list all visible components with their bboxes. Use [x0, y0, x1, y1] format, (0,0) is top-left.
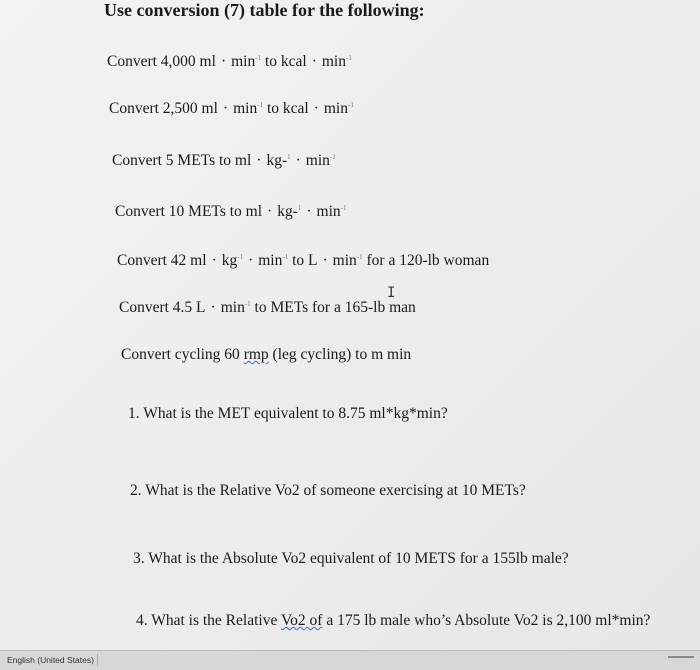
document-title: Use conversion (7) table for the following: [104, 0, 425, 20]
unit-text: min [258, 252, 283, 269]
superscript: -1 [244, 299, 251, 308]
conversion-text: to kcal [266, 100, 309, 117]
unit-text: min [233, 100, 258, 117]
superscript: 1 [297, 203, 302, 212]
conversion-text: to kcal [264, 53, 307, 70]
unit-text: min [321, 53, 346, 70]
conversion-text: for a 120-lb woman [366, 252, 490, 269]
spellcheck-word[interactable]: rmp [243, 346, 269, 363]
superscript: 1 [287, 152, 291, 161]
superscript: -1 [346, 53, 352, 62]
conversion-line-4: Convert 10 METs to ml · $kg-^1 \cdot \min^{-1}$ [115, 203, 347, 220]
unit-text: min [220, 299, 245, 316]
question-text: a 175 lb male who’s Absolute Vo2 is 2,100 ml*min? [326, 612, 651, 629]
conversion-text: Convert 2,500 ml [109, 100, 218, 117]
spellcheck-word[interactable]: Vo2 of [280, 612, 323, 629]
unit-text: min [305, 152, 330, 169]
conversion-text: to L [292, 252, 318, 269]
status-bar [0, 650, 700, 670]
question-4 [136, 612, 650, 630]
conversion-line-7 [121, 346, 411, 364]
conversion-text: Convert 5 METs to ml [112, 152, 252, 169]
unit-text: min [316, 203, 341, 220]
language-indicator[interactable]: English (United States) [4, 654, 98, 666]
superscript: -1 [356, 252, 363, 261]
conversion-text: (leg cycling) to m min [272, 346, 412, 363]
unit-text: kg [221, 252, 238, 269]
unit-text: kg- [277, 203, 298, 220]
superscript: -1 [340, 203, 347, 212]
unit-text: min [332, 252, 357, 269]
superscript: -1 [282, 252, 289, 261]
text-cursor-icon: I [387, 285, 396, 301]
superscript: -1 [257, 100, 264, 109]
question-text: 4. What is the Relative [136, 612, 278, 629]
conversion-line-5: Convert 42 ml · $kg^{-1} \cdot \min^{-1}$ to $L \cdot \min^{-1}$ for a 120-lb woman [117, 252, 490, 269]
conversion-text: Convert 4.5 L [119, 299, 206, 316]
conversion-text: Convert 42 ml [117, 252, 207, 269]
conversion-line-2: Convert 2,500 ml · $\min^{-1}$ to kcal · $\min^{-1}$ [109, 100, 354, 117]
conversion-text: to METs for a 165-lb man [254, 299, 416, 316]
unit-text: min [231, 53, 256, 70]
unit-text: min [323, 100, 348, 117]
question-2: 2. What is the Relative Vo2 of someone exercising at 10 METs? [130, 482, 526, 499]
conversion-line-3: Convert 5 METs to ml · $kg-^1 \cdot \min^{-1}$ [112, 152, 336, 169]
status-icon [668, 656, 694, 666]
superscript: -1 [348, 100, 354, 109]
conversion-text: Convert cycling 60 [121, 346, 240, 363]
conversion-line-1: Convert 4,000 ml · $\min^{-1}$ to kcal · $\min^{-1}$ [107, 53, 352, 70]
conversion-line-6: Convert 4.5 $L \cdot \min^{-1}$ to METs for a 165-lb man [119, 299, 416, 316]
superscript: -1 [255, 53, 262, 62]
conversion-text: Convert 10 METs to ml [115, 203, 263, 220]
conversion-text: Convert 4,000 ml [107, 53, 216, 70]
question-1: 1. What is the MET equivalent to 8.75 ml*kg*min? [128, 405, 448, 422]
unit-text: kg- [266, 152, 288, 169]
question-3: 3. What is the Absolute Vo2 equivalent of 10 METS for a 155lb male? [133, 550, 569, 567]
superscript: -1 [237, 252, 244, 261]
superscript: -1 [329, 152, 336, 161]
